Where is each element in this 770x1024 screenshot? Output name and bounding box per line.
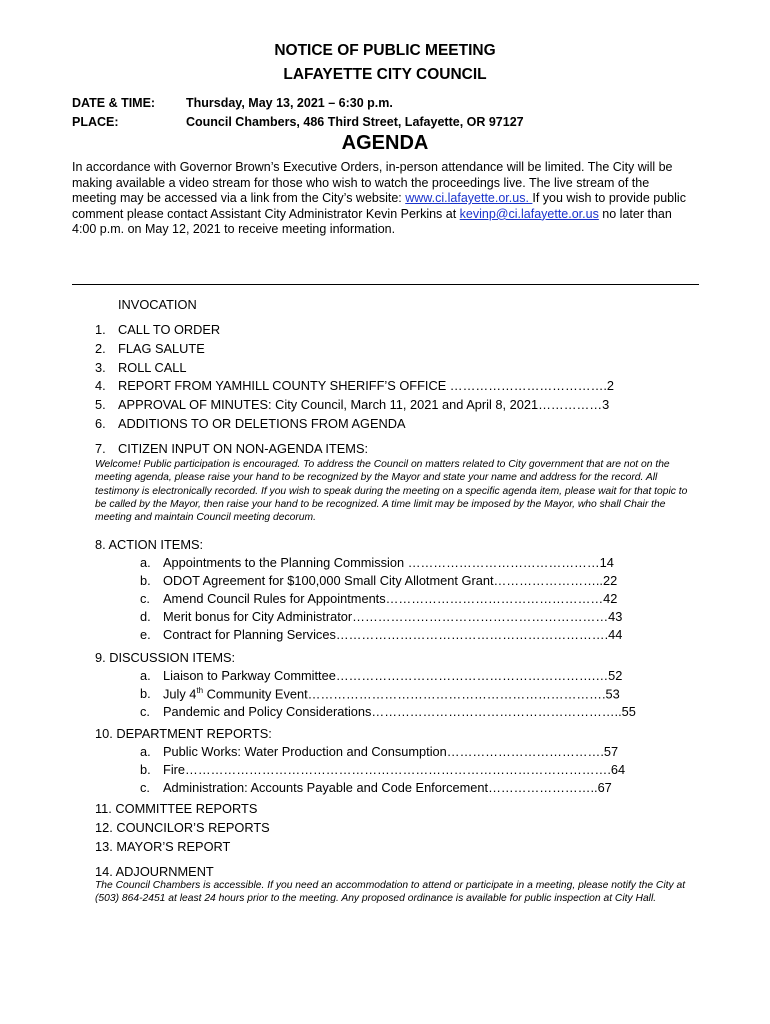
sub-letter: b. bbox=[140, 762, 151, 777]
sub-letter: c. bbox=[140, 704, 150, 719]
sub-letter: d. bbox=[140, 609, 151, 624]
item-text: 14. ADJOURNMENT bbox=[95, 864, 214, 879]
item-text: FLAG SALUTE bbox=[118, 341, 205, 356]
item-text: CITIZEN INPUT ON NON-AGENDA ITEMS: bbox=[118, 441, 369, 456]
item-number: 2. bbox=[95, 341, 106, 356]
sub-text: Pandemic and Policy Considerations…………………………………………………..55 bbox=[163, 704, 636, 719]
intro-text-1: In accordance with Governor Brown’s Executive Orders, in-person attendance will be limited. The City will be making available a video stream for those who wish to watch the proceedings live. The live stream of the meeting may be accessed via a link from the City’s website: bbox=[72, 160, 673, 206]
item-number: 1. bbox=[95, 322, 106, 337]
sub-letter: a. bbox=[140, 555, 151, 570]
sub-letter: c. bbox=[140, 780, 150, 795]
accessibility-note: The Council Chambers is accessible. If you need an accommodation to attend or participate in a meeting, please notify the City at (503) 864-2451 at least 24 hours prior to the meeting. Any proposed ordinance is available for public inspection at City Hall. bbox=[95, 880, 686, 905]
item-text: APPROVAL OF MINUTES: City Council, March 11, 2021 and April 8, 2021……………3 bbox=[118, 397, 610, 412]
sub-text: Contract for Planning Services……………………………………………………….44 bbox=[163, 627, 623, 642]
date-label: DATE & TIME: bbox=[72, 96, 156, 110]
website-link[interactable]: www.ci.lafayette.or.us. bbox=[405, 191, 533, 206]
section-heading: 9. DISCUSSION ITEMS: bbox=[95, 650, 236, 665]
sub-text: Public Works: Water Production and Consumption……………………………….57 bbox=[163, 744, 619, 759]
item-text: ADDITIONS TO OR DELETIONS FROM AGENDA bbox=[118, 416, 406, 431]
item-number: 6. bbox=[95, 416, 106, 431]
sub-text: Administration: Accounts Payable and Code Enforcement……………………..67 bbox=[163, 780, 612, 795]
sub-text-pre: July 4 bbox=[163, 686, 197, 702]
item-text: REPORT FROM YAMHILL COUNTY SHERIFF’S OFFICE ……………………………….2 bbox=[118, 378, 615, 393]
sub-letter: b. bbox=[140, 686, 151, 701]
sub-letter: e. bbox=[140, 627, 151, 642]
invocation-label: INVOCATION bbox=[118, 297, 197, 312]
sub-text-post: Community Event…………………………………………………………….53 bbox=[203, 686, 620, 702]
item-text: 13. MAYOR’S REPORT bbox=[95, 839, 231, 854]
sub-letter: a. bbox=[140, 744, 151, 759]
agenda-heading: AGENDA bbox=[341, 132, 429, 154]
item-number: 7. bbox=[95, 441, 106, 456]
item-number: 3. bbox=[95, 360, 106, 375]
sub-text bbox=[163, 686, 620, 701]
intro-paragraph bbox=[72, 160, 692, 238]
divider bbox=[72, 284, 699, 285]
sub-text: Amend Council Rules for Appointments……………………………………………42 bbox=[163, 591, 618, 606]
council-title: LAFAYETTE CITY COUNCIL bbox=[283, 66, 487, 83]
section-heading: 10. DEPARTMENT REPORTS: bbox=[95, 726, 272, 741]
citizen-input-note: Welcome! Public participation is encouraged. To address the Council on matters related to City government that are not on the meeting agenda, please raise your hand to be recognized by the Mayor and state your name and address for the record. All testimony is electronically recorded. If you wish to speak during the meeting on a specific agenda item, please wait for that topic to be called by the Mayor, then raise your hand to be recognized. A time limit may be imposed by the Mayor, who shall Chair the meeting and maintain Council meeting decorum. bbox=[95, 459, 688, 524]
intro-text-2: If you wish to provide public comment please contact Assistant City Administrator Kevin Perkins at bbox=[72, 191, 686, 221]
sub-text: ODOT Agreement for $100,000 Small City Allotment Grant……………………..22 bbox=[163, 573, 618, 588]
sub-letter: b. bbox=[140, 573, 151, 588]
date-value: Thursday, May 13, 2021 – 6:30 p.m. bbox=[186, 96, 393, 110]
place-label: PLACE: bbox=[72, 115, 119, 129]
sub-letter: c. bbox=[140, 591, 150, 606]
email-link[interactable]: kevinp@ci.lafayette.or.us bbox=[459, 206, 599, 221]
sub-text: Fire……………………………………………………………………………………….64 bbox=[163, 762, 626, 777]
section-heading: 8. ACTION ITEMS: bbox=[95, 537, 204, 552]
item-number: 4. bbox=[95, 378, 106, 393]
notice-title: NOTICE OF PUBLIC MEETING bbox=[274, 42, 496, 59]
item-text: 12. COUNCILOR’S REPORTS bbox=[95, 820, 270, 835]
sub-letter: a. bbox=[140, 668, 151, 683]
sub-text: Liaison to Parkway Committee…………………………………………………….…52 bbox=[163, 668, 623, 683]
item-text: 11. COMMITTEE REPORTS bbox=[95, 801, 258, 816]
item-text: CALL TO ORDER bbox=[118, 322, 221, 337]
sub-text: Appointments to the Planning Commission ………………………………………14 bbox=[163, 555, 614, 570]
item-number: 5. bbox=[95, 397, 106, 412]
place-value: Council Chambers, 486 Third Street, Lafayette, OR 97127 bbox=[186, 115, 524, 129]
superscript: th bbox=[196, 686, 204, 695]
sub-text: Merit bonus for City Administrator……………………………………………………43 bbox=[163, 609, 623, 624]
intro-text-3: no later than 4:00 p.m. on May 12, 2021 to receive meeting information. bbox=[72, 206, 672, 237]
item-text: ROLL CALL bbox=[118, 360, 187, 375]
